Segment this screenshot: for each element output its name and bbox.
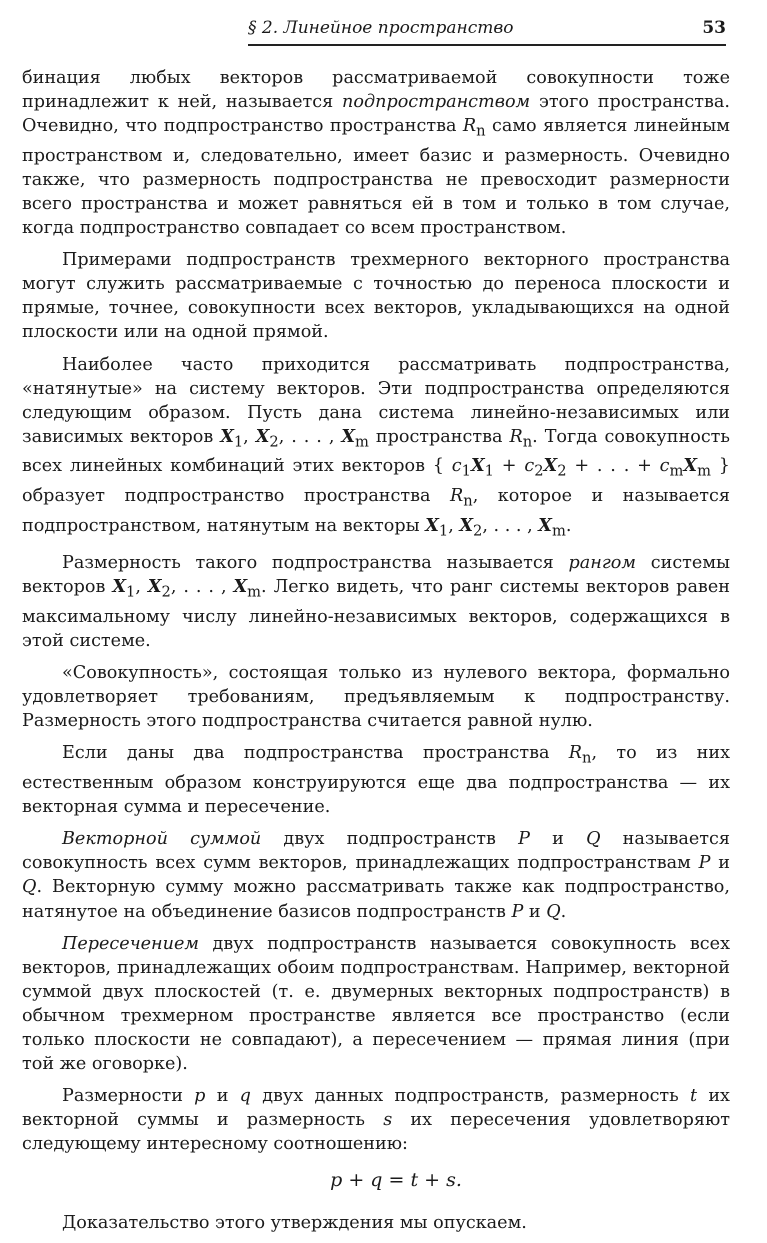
text-segment: n xyxy=(476,122,486,140)
text-segment: , xyxy=(135,577,148,598)
text-segment: X xyxy=(147,576,162,598)
text-segment: и xyxy=(529,829,587,850)
text-segment: . Векторную сумму можно рассматривать также как подпространство, натянутое на объединение базисов подпространств xyxy=(22,877,730,922)
text-segment: «Совокупность», состоящая только из нулевого вектора, формально удовлетворяет требованиям, предъявляемым к подпространству. Размерность этого подпространства считается равной нулю. xyxy=(22,663,730,732)
text-segment: c xyxy=(659,456,670,477)
text-segment: X xyxy=(255,425,270,447)
text-segment: R xyxy=(450,486,464,507)
text-segment: Размерности xyxy=(62,1086,195,1107)
text-segment: 2 xyxy=(161,583,171,601)
text-segment: , . . . , xyxy=(278,426,342,447)
text-segment: P xyxy=(511,901,524,922)
text-segment: X xyxy=(112,576,126,598)
text-segment: } образует подпространство пространства xyxy=(22,456,730,507)
text-segment: R xyxy=(568,743,583,764)
text-segment: X xyxy=(543,455,558,477)
text-segment: их пересечения удовлетворяют следующему интересному соотношению: xyxy=(22,1110,731,1155)
text-segment: подпространством xyxy=(342,92,531,113)
text-segment: и xyxy=(523,901,547,922)
text-segment: 1 xyxy=(233,433,244,451)
text-segment: m xyxy=(669,462,684,480)
text-segment: , которое и называется подпространством, натянутым на векторы xyxy=(22,486,730,536)
text-segment: рангом xyxy=(568,553,636,574)
text-segment: Q xyxy=(546,901,561,922)
text-segment: . xyxy=(565,515,572,536)
text-segment: Q xyxy=(22,877,37,898)
paragraph xyxy=(22,827,730,923)
text-segment: X xyxy=(220,425,234,447)
text-segment: P xyxy=(518,829,530,850)
text-segment: 1 xyxy=(484,462,494,480)
text-segment: Если даны два подпространства пространства xyxy=(62,743,569,764)
text-segment: 2 xyxy=(473,522,483,540)
text-segment: само является линейным пространством и, следовательно, имеет базис и размерность. Очевидно также, что размерность подпространства не превосходит размерности всего пространства и может равняться ей в том и только в том случае, когда подпространство совпадает со всем пространством. xyxy=(22,116,730,239)
text-segment: 2 xyxy=(534,462,544,480)
text-segment: Векторной суммой xyxy=(62,829,262,850)
text-segment: 2 xyxy=(557,462,567,480)
text-segment: . xyxy=(560,901,567,922)
text-segment: и xyxy=(710,853,730,874)
text-segment: Размерность такого подпространства называется xyxy=(62,553,569,574)
text-segment: q xyxy=(239,1086,251,1107)
text-segment: Q xyxy=(586,829,601,850)
paragraph xyxy=(22,248,730,344)
text-segment: этого пространства. Очевидно, что подпространство пространства xyxy=(22,92,730,137)
paragraph xyxy=(22,551,730,653)
text-segment: R xyxy=(462,116,477,137)
page-header xyxy=(248,16,726,42)
text-segment: X xyxy=(425,514,439,536)
text-segment: 1 xyxy=(438,522,449,540)
text-segment: X xyxy=(459,514,474,536)
text-segment: 1 xyxy=(461,462,471,480)
text-segment: P xyxy=(698,853,711,874)
text-segment: Пересечением xyxy=(62,933,199,954)
text-segment: + xyxy=(493,456,525,477)
page-number: 53 xyxy=(702,18,726,38)
text-segment: пространства xyxy=(368,426,510,447)
text-segment: X xyxy=(538,514,552,536)
text-segment: R xyxy=(509,426,523,447)
running-title: § 2. Линейное пространство xyxy=(248,18,514,38)
text-segment: X xyxy=(341,425,356,447)
text-segment: двух данных подпространств, размерность xyxy=(250,1086,690,1107)
text-segment: , . . . , xyxy=(482,515,539,536)
text-segment: двух подпространств xyxy=(261,829,519,850)
header-rule xyxy=(248,44,726,46)
text-segment: c xyxy=(524,456,535,477)
text-segment: s xyxy=(383,1110,393,1131)
text-segment: их векторной суммы и размерность xyxy=(22,1086,730,1131)
paragraph xyxy=(22,932,730,1077)
text-segment: c xyxy=(451,456,462,477)
text-segment: X xyxy=(233,576,248,598)
paragraph xyxy=(22,741,730,819)
text-segment: , то из них естественным образом конструируются еще два подпространства — их векторная сумма и пересечение. xyxy=(22,743,730,818)
body-text xyxy=(22,66,730,1243)
text-segment: , xyxy=(448,515,460,536)
paragraph xyxy=(22,1084,730,1156)
text-segment: бинация любых векторов рассматриваемой совокупности тоже принадлежит к ней, называется xyxy=(22,68,730,113)
text-segment: системы векторов xyxy=(22,553,731,598)
paragraph xyxy=(22,66,730,240)
formula: p + q = t + s. xyxy=(330,1169,462,1192)
text-segment: , xyxy=(243,426,256,447)
text-segment: X xyxy=(683,455,698,477)
text-segment: 1 xyxy=(126,583,136,601)
text-segment: n xyxy=(463,492,473,510)
text-segment: n xyxy=(582,749,592,767)
paragraph xyxy=(22,353,730,544)
paragraph xyxy=(22,661,730,733)
text-segment: , . . . , xyxy=(170,577,234,598)
text-segment: и xyxy=(205,1086,240,1107)
text-segment: . Тогда совокупность всех линейных комбинаций этих векторов { xyxy=(22,426,730,477)
text-segment: X xyxy=(470,455,485,477)
text-segment: двух подпространств называется совокупность всех векторов, принадлежащих обоим подпространствам. Например, векторной суммой двух плоскостей (т. е. двумерных векторных подпространств) в обычном трехмерном пространстве является все пространство (если только плоскости не совпадают), а пересечением — прямая линия (при той же оговорке). xyxy=(22,933,730,1075)
text-segment: 2 xyxy=(269,433,279,451)
text-segment: m xyxy=(697,462,711,480)
text-segment: Наиболее часто приходится рассматривать подпространства, «натянутые» на систему векторов. Эти подпространства определяются следующим образом. Пусть дана система линейно-независимых или зависимых векторов xyxy=(22,354,730,447)
text-segment: m xyxy=(355,433,369,451)
text-segment: . Легко видеть, что ранг системы векторов равен максимальному числу линейно-независимых векторов, содержащихся в этой системе. xyxy=(22,577,730,652)
text-segment: m xyxy=(551,522,566,540)
text-segment: p xyxy=(194,1086,206,1107)
text-segment: n xyxy=(522,433,533,451)
text-segment: Примерами подпространств трехмерного векторного пространства могут служить рассматриваемые с точностью до переноса плоскости и прямые, точнее, совокупности всех векторов, укладывающихся на одной плоскости или на одной прямой. xyxy=(22,250,730,343)
text-segment: t xyxy=(690,1086,698,1107)
text-segment: называется совокупность всех сумм векторов, принадлежащих подпространствам xyxy=(22,829,730,874)
closing-paragraph: Доказательство этого утверждения мы опускаем. xyxy=(62,1212,527,1233)
text-segment: + . . . + xyxy=(566,456,660,477)
text-segment: m xyxy=(247,583,262,601)
